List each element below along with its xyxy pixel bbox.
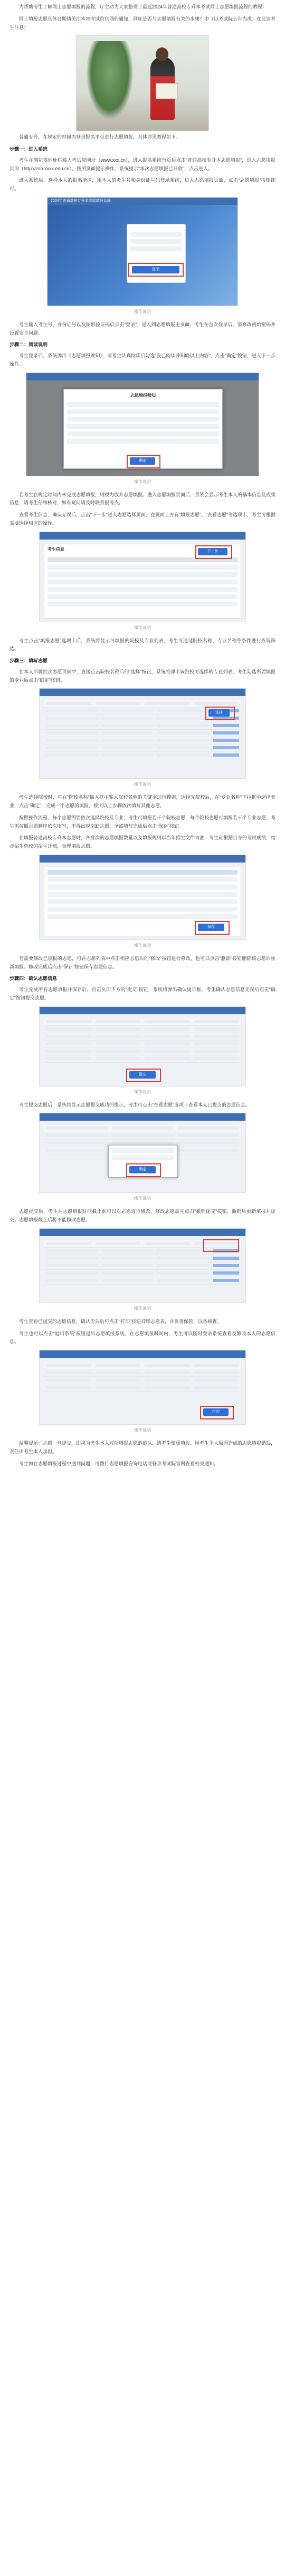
paragraph: 考生登录后，系统弹出《志愿填报须知》，请考生认真阅读后勾选“我已阅读并知晓以上内容”，点击“确定”按钮，进入下一步操作。	[10, 353, 276, 367]
window-title: 2024年普通高校专升本志愿填报系统	[48, 198, 238, 205]
caption: 操作说明	[134, 625, 151, 630]
paragraph: 网上填报志愿具体日期请关注本省考试院官网的通知，网址是否与志愿填报有关的步骤？中（以考试院公告为准）在此请考生注意：	[10, 16, 276, 30]
caption: 操作说明	[134, 1089, 151, 1094]
paragraph: 在本人所属批次志愿页面中，直接点击院校名称后的“选择”按钮，系统将弹出该院校可选择的专业列表，考生勾选所要填报的专业后点击“确定”按钮。	[10, 669, 276, 683]
next-button[interactable]: 下一步	[198, 548, 227, 555]
intro-paragraph: 为帮助考生了解网上志愿填报的流程，厅主动为大家整理了最近2024年普通高校专升本考试网上志愿填报流程的教程：	[19, 4, 268, 9]
step-heading: 步骤三：填写志愿	[10, 658, 48, 663]
paragraph: 考生选择院校时，可在“院校名称”输入框中输入院校名称的关键字进行搜索，选择完院校后，在“专业名称”下拉框中选择专业，点击“确定”，完成一个志愿的填报，按照以上步骤依次填写其他志愿。	[10, 795, 276, 808]
paragraph: 考生在浏览器地址栏输入考试院网址（www.xxx.cn），进入报名系统首页后点击“普通高校专升本志愿填报”，进入志愿填报页面（http://zsb.xxxx.edu.cn），按照页面提示操作，系统提示“本次志愿填报已开放”，点击进入。	[10, 157, 276, 171]
step-heading: 步骤二：阅读说明	[10, 342, 48, 348]
notice-screenshot	[26, 373, 259, 476]
paragraph: 若需要修改已填报的志愿，可在志愿列表中点击相应志愿后的“修改”按钮进行修改，也可以点击“删除”按钮删除该志愿后重新填报。修改完成后点击“保存”按钮保存志愿信息。	[10, 955, 276, 969]
paragraph: 考生提交志愿后，系统将显示志愿提交成功的提示，考生可点击“查看志愿”选项卡查看本人已提交的志愿信息。	[19, 1102, 250, 1108]
list-screenshot	[39, 1228, 246, 1303]
highlight-box	[205, 707, 235, 720]
paragraph: 温馨提示：志愿一旦提交，即视为考生本人对所填报志愿的确认，请考生慎重填报。因考生个人原因造成的志愿填报错误，责任由考生本人承担。	[10, 1441, 276, 1454]
paragraph: 按照操作流程，每个志愿需要依次选择院校及专业，考生可填报若干个院校志愿，每个院校志愿可填报若干个专业志愿，考生需按照志愿顺序依次填写，不得出现空缺志愿，全部填写完成后点击“保存”按钮。	[10, 815, 276, 829]
caption: 操作说明	[134, 479, 151, 484]
login-button[interactable]: 登录	[132, 266, 179, 273]
school-list-screenshot	[39, 688, 246, 779]
paragraph: 在填报普通高校专升本志愿时，各批次的志愿填报数量以及填报规则以当年招生文件为准，考生应根据自身的考试成绩，结合招生院校的招生计划，合理填报志愿。	[10, 835, 276, 849]
notice-title: 志愿填报须知	[130, 393, 156, 398]
paragraph: 考生点击“填报志愿”选项卡后，系统将显示可填报的院校及专业列表，考生可通过院校名称、专业名称等条件进行查询筛选。	[10, 638, 276, 652]
submit-screenshot	[39, 1006, 246, 1086]
caption: 操作说明	[134, 943, 151, 948]
login-screenshot	[47, 197, 238, 306]
confirm-button[interactable]: 确定	[129, 1166, 156, 1173]
paragraph: 普通专升，在规定的时间内登录报名平台进行志愿填报，具体详见教程如下。	[19, 134, 181, 140]
highlight-box	[128, 263, 184, 277]
highlight-box	[126, 1069, 161, 1082]
submit-button[interactable]: 提交	[129, 1071, 156, 1079]
step-heading: 步骤四：确认志愿信息	[10, 976, 58, 982]
print-button[interactable]: 打印	[203, 1408, 229, 1416]
paragraph: 考生完成所有志愿填报并保存后，点击页面下方的“提交”按钮，系统将弹出确认提示框，考生确认志愿信息无误后点击“确定”按钮提交志愿。	[10, 987, 276, 1001]
select-button[interactable]: 选择	[208, 709, 230, 717]
caption: 操作说明	[134, 1428, 151, 1433]
article	[10, 0, 276, 1468]
highlight-box	[200, 1406, 234, 1419]
paragraph: 考生也可以点击“退出系统”按钮退出志愿填报系统，在志愿填报时间内，考生可以随时登录系统查看及修改本人的志愿信息。	[10, 1330, 276, 1345]
info-screenshot	[39, 532, 246, 622]
step-heading: 步骤一：进入系统	[10, 146, 48, 152]
highlight-box	[126, 1163, 161, 1177]
save-button[interactable]: 保存	[198, 924, 224, 931]
highlight-box	[195, 545, 232, 559]
highlight-box	[127, 455, 160, 468]
print-screenshot	[39, 1350, 246, 1425]
paragraph: 考生查看已提交的志愿信息，确认无误后可点击“打印”按钮打印志愿表，并妥善保管，以备核查。	[19, 1318, 222, 1324]
caption: 操作说明	[134, 782, 151, 787]
confirm-button[interactable]: 确定	[130, 457, 155, 465]
paragraph: 若考生在规定时间内未完成志愿填报，则视为放弃志愿填报。进入志愿填报页面后，系统会显示考生本人的基本信息及成绩信息，请考生仔细核对，如有疑问请及时联系报考点。	[10, 492, 276, 506]
caption: 操作说明	[134, 1306, 151, 1311]
caption: 操作说明	[134, 309, 151, 314]
highlight-box	[195, 921, 230, 935]
fill-screenshot	[39, 855, 246, 940]
paragraph: 查看考生信息，确认无误后，点击“下一步”进入志愿选择页面，在页面上方有“填报志愿”、“查看志愿”等选项卡，考生可根据需要选择相应的操作。	[10, 512, 276, 526]
paragraph: 考生如在志愿填报过程中遇到问题，可拨打志愿填报咨询电话或登录考试院官网查看相关通知。	[19, 1461, 219, 1466]
paragraph: 志愿提交后，考生在志愿填报时间截止前可以对志愿进行修改，修改志愿需先点击“撤销提交”按钮，撤销后重新填报并提交。志愿填报截止后将不能修改志愿。	[10, 1209, 276, 1222]
paragraph: 考生输入考生号、身份证号以及图形验证码后点击“登录”，进入到志愿填报主页面，考生在首次登录后，需修改初始密码并设置安全问题。	[10, 321, 276, 336]
caption: 操作说明	[134, 1196, 151, 1201]
highlight-box	[203, 1239, 239, 1252]
paragraph: 进入系统后，选择本人的报名地区，用本人的考生号和身份证号码登录系统，进入志愿填报页面，点击“志愿填报”按钮即可。	[10, 178, 276, 191]
info-title: 考生信息	[48, 546, 64, 552]
student-photo	[76, 35, 209, 131]
confirm-screenshot	[39, 1113, 246, 1193]
